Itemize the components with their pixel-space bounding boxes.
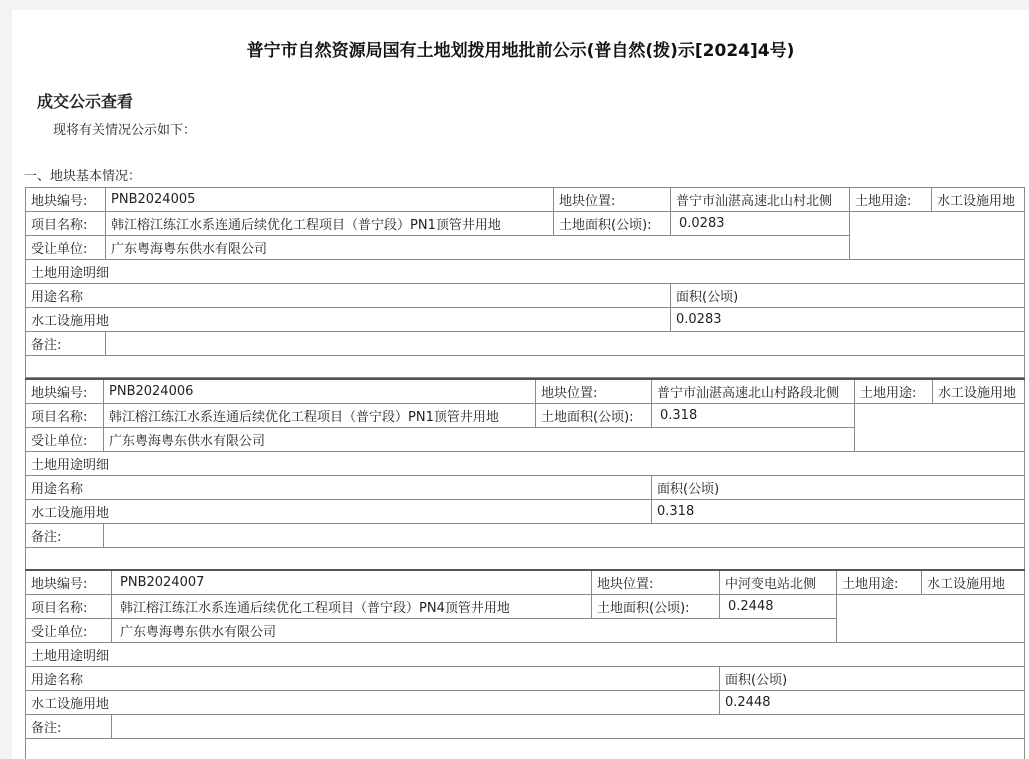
use-name-header: 用途名称 bbox=[26, 284, 671, 308]
land-use-value: 水工设施用地 bbox=[922, 570, 1025, 595]
label-assignee: 受让单位: bbox=[26, 236, 106, 260]
parcel-row bbox=[26, 284, 1025, 308]
section-heading: 一、地块基本情况： bbox=[24, 169, 142, 184]
area-value: 0.318 bbox=[652, 404, 855, 428]
area-col-header: 面积(公顷) bbox=[720, 667, 1025, 691]
label-area: 土地面积(公顷): bbox=[536, 404, 652, 428]
detail-area-value: 0.318 bbox=[652, 500, 1025, 524]
parcel-row bbox=[26, 308, 1025, 332]
location-value: 普宁市汕湛高速北山村北侧 bbox=[671, 188, 850, 212]
document-page bbox=[12, 10, 1029, 759]
remark-value bbox=[112, 715, 1025, 739]
use-name-header: 用途名称 bbox=[26, 667, 720, 691]
remark-value bbox=[104, 524, 1025, 548]
label-land-use: 土地用途: bbox=[837, 570, 922, 595]
label-location: 地块位置: bbox=[592, 570, 720, 595]
use-detail-heading: 土地用途明细 bbox=[26, 260, 1025, 284]
parcel-row bbox=[26, 476, 1025, 500]
parcel-row bbox=[26, 500, 1025, 524]
project-name-value: 韩江榕江练江水系连通后续优化工程项目（普宁段）PN1顶管井用地 bbox=[104, 404, 536, 428]
project-name-value: 韩江榕江练江水系连通后续优化工程项目（普宁段）PN1顶管井用地 bbox=[106, 212, 554, 236]
label-land-use: 土地用途: bbox=[855, 379, 933, 404]
section-subtitle: 成交公示查看 bbox=[37, 92, 134, 111]
parcel-row bbox=[26, 715, 1025, 739]
parcel-row bbox=[26, 739, 1025, 759]
parcel-no-value: PNB2024006 bbox=[104, 379, 536, 404]
parcel-row bbox=[26, 595, 1025, 619]
detail-use-value: 水工设施用地 bbox=[26, 308, 671, 332]
label-remark: 备注: bbox=[26, 715, 112, 739]
parcel-row bbox=[26, 404, 1025, 428]
parcel-row bbox=[26, 570, 1025, 595]
assignee-value: 广东粤海粤东供水有限公司 bbox=[104, 428, 855, 452]
label-assignee: 受让单位: bbox=[26, 428, 104, 452]
empty-cell bbox=[837, 595, 1025, 643]
label-area: 土地面积(公顷): bbox=[554, 212, 671, 236]
parcel-row bbox=[26, 643, 1025, 667]
land-use-value: 水工设施用地 bbox=[933, 379, 1025, 404]
spacer-cell bbox=[26, 356, 1025, 378]
label-remark: 备注: bbox=[26, 332, 106, 356]
parcel-table bbox=[25, 569, 1025, 759]
parcel-row bbox=[26, 452, 1025, 476]
area-col-header: 面积(公顷) bbox=[652, 476, 1025, 500]
area-value: 0.0283 bbox=[671, 212, 850, 236]
label-land-use: 土地用途: bbox=[850, 188, 932, 212]
parcel-no-value: PNB2024005 bbox=[106, 188, 554, 212]
detail-use-value: 水工设施用地 bbox=[26, 691, 720, 715]
spacer-cell bbox=[26, 739, 1025, 759]
label-parcel-no: 地块编号: bbox=[26, 379, 104, 404]
parcel-row bbox=[26, 691, 1025, 715]
assignee-value: 广东粤海粤东供水有限公司 bbox=[106, 236, 850, 260]
label-location: 地块位置: bbox=[536, 379, 652, 404]
label-assignee: 受让单位: bbox=[26, 619, 112, 643]
land-use-value: 水工设施用地 bbox=[932, 188, 1025, 212]
page-title: 普宁市自然资源局国有土地划拨用地批前公示(普自然(拨)示[2024]4号) bbox=[246, 41, 795, 61]
use-detail-heading: 土地用途明细 bbox=[26, 643, 1025, 667]
remark-value bbox=[106, 332, 1025, 356]
detail-area-value: 0.0283 bbox=[671, 308, 1025, 332]
label-parcel-no: 地块编号: bbox=[26, 570, 112, 595]
parcel-row bbox=[26, 548, 1025, 570]
intro-text: 现将有关情况公示如下： bbox=[53, 123, 197, 138]
location-value: 中河变电站北侧 bbox=[720, 570, 837, 595]
parcel-row bbox=[26, 379, 1025, 404]
assignee-value: 广东粤海粤东供水有限公司 bbox=[112, 619, 837, 643]
use-detail-heading: 土地用途明细 bbox=[26, 452, 1025, 476]
label-project-name: 项目名称: bbox=[26, 212, 106, 236]
detail-use-value: 水工设施用地 bbox=[26, 500, 652, 524]
empty-cell bbox=[855, 404, 1025, 452]
parcel-row bbox=[26, 188, 1025, 212]
empty-cell bbox=[850, 212, 1025, 260]
label-parcel-no: 地块编号: bbox=[26, 188, 106, 212]
area-col-header: 面积(公顷) bbox=[671, 284, 1025, 308]
label-area: 土地面积(公顷): bbox=[592, 595, 720, 619]
parcel-row bbox=[26, 260, 1025, 284]
parcel-row bbox=[26, 524, 1025, 548]
label-location: 地块位置: bbox=[554, 188, 671, 212]
location-value: 普宁市汕湛高速北山村路段北侧 bbox=[652, 379, 855, 404]
spacer-cell bbox=[26, 548, 1025, 570]
project-name-value: 韩江榕江练江水系连通后续优化工程项目（普宁段）PN4顶管井用地 bbox=[112, 595, 592, 619]
parcel-no-value: PNB2024007 bbox=[112, 570, 592, 595]
detail-area-value: 0.2448 bbox=[720, 691, 1025, 715]
parcel-table bbox=[25, 187, 1025, 378]
parcel-table bbox=[25, 378, 1025, 570]
label-remark: 备注: bbox=[26, 524, 104, 548]
label-project-name: 项目名称: bbox=[26, 595, 112, 619]
parcel-row bbox=[26, 667, 1025, 691]
label-project-name: 项目名称: bbox=[26, 404, 104, 428]
use-name-header: 用途名称 bbox=[26, 476, 652, 500]
parcel-row bbox=[26, 332, 1025, 356]
area-value: 0.2448 bbox=[720, 595, 837, 619]
parcel-row bbox=[26, 356, 1025, 378]
parcel-row bbox=[26, 212, 1025, 236]
